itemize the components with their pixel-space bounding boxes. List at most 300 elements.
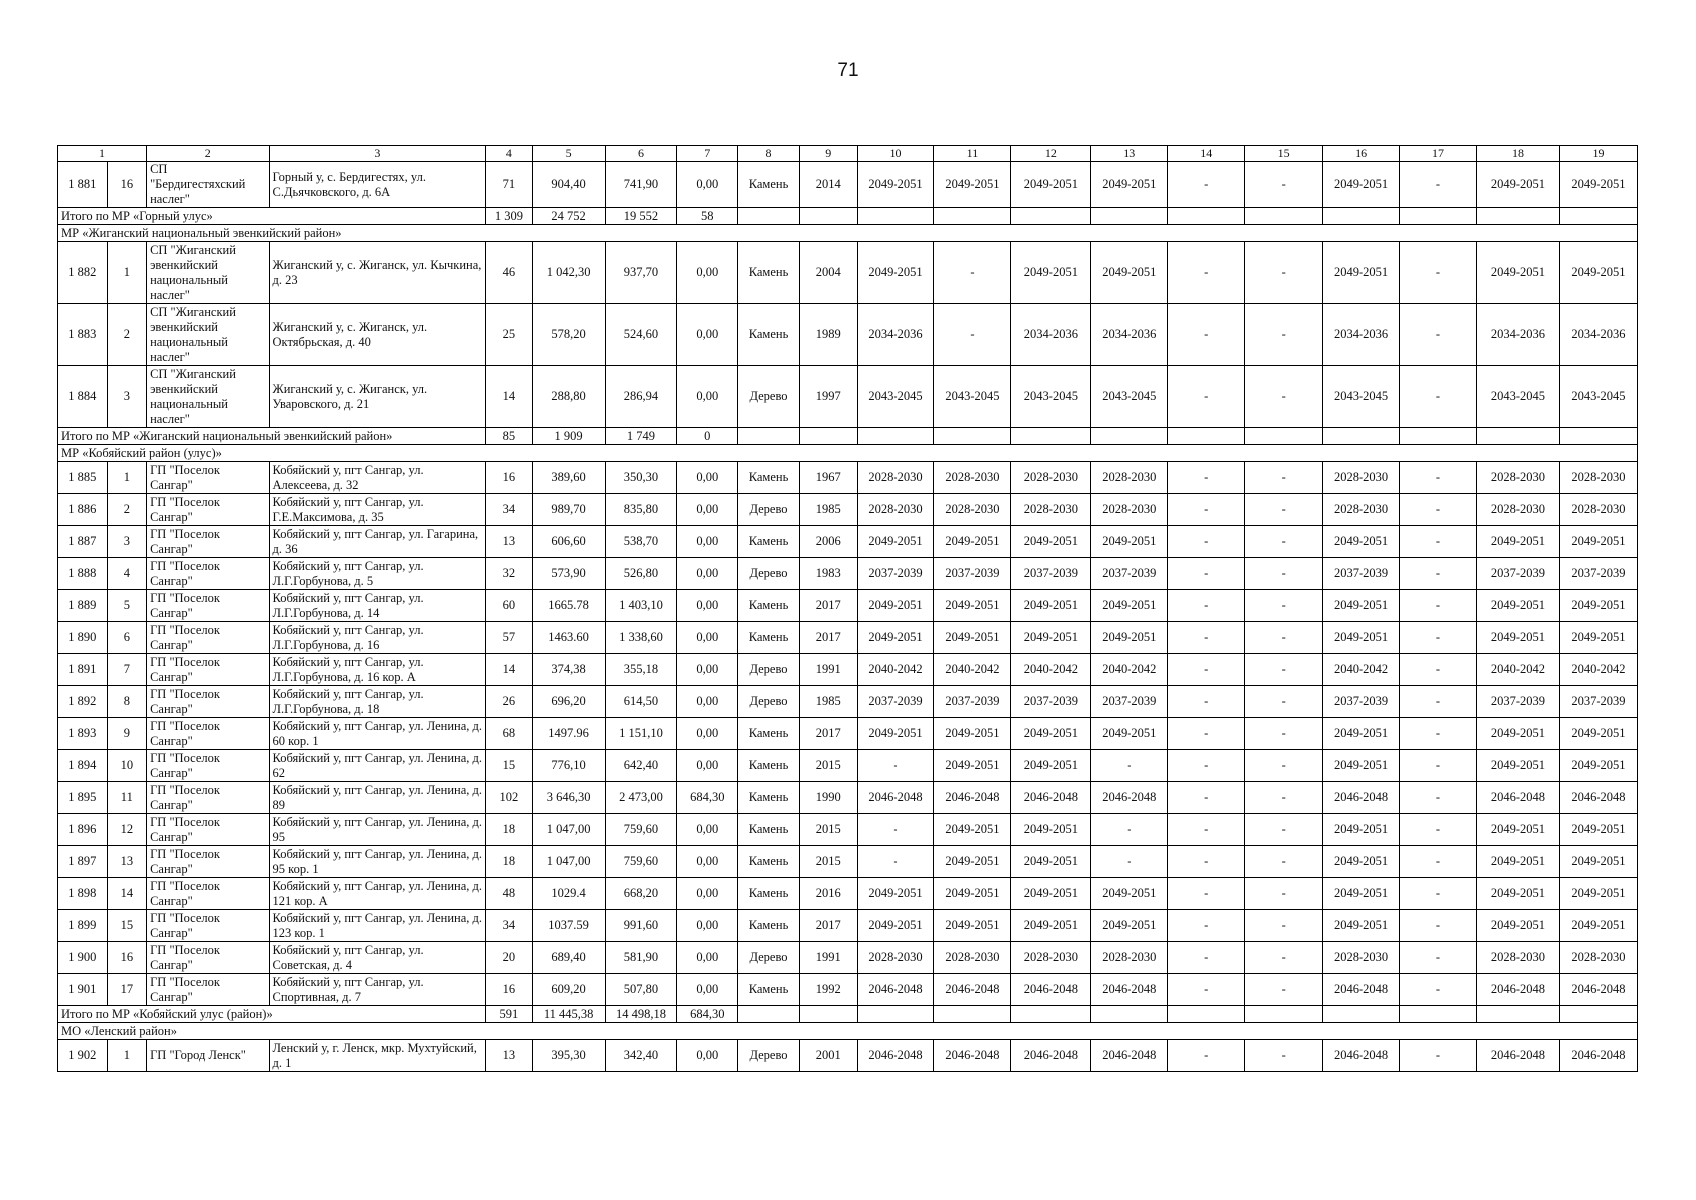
column-number: 4 [486,146,533,162]
table-row [58,366,1638,428]
table-cell: 2049-2051 [934,750,1011,782]
table-cell: 2028-2030 [934,942,1011,974]
empty-cell [1168,1006,1245,1023]
table-cell: 48 [486,878,533,910]
table-cell: 2046-2048 [934,974,1011,1006]
table-row [58,462,1638,494]
table-row [58,750,1638,782]
table-cell: - [1091,814,1168,846]
table-cell: 1 884 [58,366,108,428]
table-cell: 389,60 [532,462,605,494]
table-cell: 2028-2030 [1323,494,1400,526]
table-cell: 2046-2048 [934,1040,1011,1072]
empty-cell [1559,1006,1637,1023]
table-cell: 2015 [799,846,857,878]
table-cell: - [1245,366,1323,428]
table-cell: 2046-2048 [1323,782,1400,814]
table-cell: 2037-2039 [1091,558,1168,590]
table-cell: 2049-2051 [1476,590,1559,622]
table-cell: 2049-2051 [1559,846,1637,878]
table-cell: Дерево [738,686,800,718]
table-cell: 14 [486,654,533,686]
table-cell: Камень [738,462,800,494]
table-cell: 2049-2051 [1011,814,1091,846]
table-cell: 3 [107,526,146,558]
table-cell: 13 [107,846,146,878]
table-row [58,718,1638,750]
table-cell: 0,00 [677,1040,738,1072]
table-row [58,654,1638,686]
table-cell: 2049-2051 [1011,750,1091,782]
table-cell: 2028-2030 [1091,494,1168,526]
empty-cell [738,1006,800,1023]
empty-cell [1400,428,1477,445]
table-cell: 2049-2051 [857,590,934,622]
table-cell: - [1400,304,1477,366]
table-cell: 2049-2051 [1323,846,1400,878]
table-cell: 1 [107,242,146,304]
empty-cell [1323,208,1400,225]
table-cell: - [1245,782,1323,814]
empty-cell [799,428,857,445]
empty-cell [738,208,800,225]
column-number: 11 [934,146,1011,162]
table-cell: Кобяйский у, пгт Сангар, ул. Г.Е.Максимова, д. 35 [269,494,486,526]
table-cell: 538,70 [605,526,677,558]
empty-cell [1476,1006,1559,1023]
table-cell: - [1400,654,1477,686]
table-cell: Камень [738,162,800,208]
table-cell: 2049-2051 [1323,242,1400,304]
table-cell: 71 [486,162,533,208]
table-cell: - [1168,814,1245,846]
table-cell: 2028-2030 [1091,462,1168,494]
table-cell: 2049-2051 [934,526,1011,558]
table-cell: - [1245,1040,1323,1072]
table-row [58,782,1638,814]
table-cell: 1997 [799,366,857,428]
section-row [58,225,1638,242]
table-cell: 57 [486,622,533,654]
table-cell: 2015 [799,814,857,846]
table-cell: 1990 [799,782,857,814]
total-value: 58 [677,208,738,225]
table-cell: - [1400,590,1477,622]
table-cell: 526,80 [605,558,677,590]
table-cell: 0,00 [677,622,738,654]
table-cell: - [1400,462,1477,494]
table-cell: 2049-2051 [1476,814,1559,846]
table-cell: 1463.60 [532,622,605,654]
table-cell: ГП "Поселок Сангар" [147,942,269,974]
table-cell: - [1245,750,1323,782]
empty-cell [738,428,800,445]
table-cell: - [1245,910,1323,942]
table-cell: - [1168,878,1245,910]
table-cell: 614,50 [605,686,677,718]
table-cell: - [1168,750,1245,782]
table-cell: 2034-2036 [1559,304,1637,366]
table-cell: 2049-2051 [934,814,1011,846]
table-cell: 2037-2039 [1011,686,1091,718]
table-cell: 904,40 [532,162,605,208]
empty-cell [1011,208,1091,225]
table-cell: 2046-2048 [857,1040,934,1072]
total-value: 85 [486,428,533,445]
table-cell: 2049-2051 [1011,162,1091,208]
table-cell: 2037-2039 [934,686,1011,718]
table-cell: 2043-2045 [857,366,934,428]
table-cell: 32 [486,558,533,590]
table-cell: 5 [107,590,146,622]
empty-cell [1168,208,1245,225]
table-cell: - [1400,718,1477,750]
table-cell: 1 889 [58,590,108,622]
table-cell: 2049-2051 [857,718,934,750]
column-number-row [58,146,1638,162]
table-cell: 2043-2045 [1091,366,1168,428]
table-cell: 2049-2051 [934,590,1011,622]
table-cell: 2004 [799,242,857,304]
table-cell: 1967 [799,462,857,494]
table-cell: 2049-2051 [1323,590,1400,622]
empty-cell [857,208,934,225]
table-cell: 2049-2051 [1559,814,1637,846]
table-cell: 13 [486,1040,533,1072]
table-cell: 2049-2051 [1476,526,1559,558]
table-cell: - [857,814,934,846]
table-cell: 1 895 [58,782,108,814]
table-cell: 0,00 [677,526,738,558]
table-cell: Кобяйский у, пгт Сангар, ул. Алексеева, д. 32 [269,462,486,494]
table-cell: - [1091,750,1168,782]
table-cell: 1 882 [58,242,108,304]
table-cell: 2049-2051 [1476,718,1559,750]
empty-cell [857,1006,934,1023]
table-cell: ГП "Поселок Сангар" [147,974,269,1006]
table-cell: - [1245,162,1323,208]
table-cell: 14 [486,366,533,428]
total-label: Итого по МР «Горный улус» [58,208,486,225]
table-cell: Камень [738,304,800,366]
table-row [58,162,1638,208]
table-cell: 2049-2051 [1476,242,1559,304]
total-value: 1 749 [605,428,677,445]
table-cell: 1 047,00 [532,814,605,846]
table-cell: 2049-2051 [1011,622,1091,654]
table-cell: 16 [107,942,146,974]
table-cell: 2049-2051 [1559,622,1637,654]
table-row [58,1040,1638,1072]
table-cell: 2049-2051 [1091,622,1168,654]
table-cell: - [1168,846,1245,878]
table-cell: - [857,846,934,878]
table-cell: Камень [738,750,800,782]
table-row [58,942,1638,974]
table-cell: 2049-2051 [1011,878,1091,910]
table-cell: 0,00 [677,910,738,942]
table-cell: Ленский у, г. Ленск, мкр. Мухтуйский, д. 1 [269,1040,486,1072]
table-cell: 2046-2048 [1559,782,1637,814]
table-cell: Кобяйский у, пгт Сангар, ул. Ленина, д. 62 [269,750,486,782]
table-cell: 0,00 [677,686,738,718]
table-cell: Кобяйский у, пгт Сангар, ул. Л.Г.Горбунова, д. 16 [269,622,486,654]
table-cell: 2043-2045 [1323,366,1400,428]
empty-cell [934,1006,1011,1023]
table-cell: - [1168,942,1245,974]
table-cell: 2049-2051 [1559,590,1637,622]
empty-cell [1400,208,1477,225]
table-cell: - [1168,494,1245,526]
table-cell: ГП "Поселок Сангар" [147,750,269,782]
table-cell: Жиганский у, с. Жиганск, ул. Кычкина, д. 23 [269,242,486,304]
table-cell: - [1400,750,1477,782]
table-cell: 2049-2051 [934,846,1011,878]
table-cell: 759,60 [605,814,677,846]
table-cell: 1985 [799,494,857,526]
table-cell: 2028-2030 [1559,494,1637,526]
table-row [58,814,1638,846]
table-row [58,304,1638,366]
table-cell: 507,80 [605,974,677,1006]
table-cell: 2049-2051 [1091,718,1168,750]
empty-cell [799,1006,857,1023]
table-cell: - [1168,1040,1245,1072]
table-cell: - [934,242,1011,304]
table-cell: 2017 [799,910,857,942]
column-number: 10 [857,146,934,162]
table-cell: 2028-2030 [1559,942,1637,974]
table-cell: - [1168,366,1245,428]
table-cell: Кобяйский у, пгт Сангар, ул. Спортивная, д. 7 [269,974,486,1006]
table-cell: 2046-2048 [857,782,934,814]
table-cell: Кобяйский у, пгт Сангар, ул. Ленина, д. 89 [269,782,486,814]
table-cell: 2028-2030 [1091,942,1168,974]
total-label: Итого по МР «Жиганский национальный эвенкийский район» [58,428,486,445]
table-cell: - [1400,846,1477,878]
column-number: 6 [605,146,677,162]
table-cell: 2 473,00 [605,782,677,814]
table-cell: 3 [107,366,146,428]
column-number: 16 [1323,146,1400,162]
table-cell: 2049-2051 [1011,242,1091,304]
table-cell: - [1400,686,1477,718]
table-cell: 668,20 [605,878,677,910]
table-cell: 0,00 [677,814,738,846]
column-number: 14 [1168,146,1245,162]
table-cell: 0,00 [677,366,738,428]
table-cell: 2049-2051 [1559,526,1637,558]
table-cell: 18 [486,814,533,846]
table-cell: 20 [486,942,533,974]
table-cell: 2040-2042 [1476,654,1559,686]
table-cell: 0,00 [677,558,738,590]
empty-cell [1400,1006,1477,1023]
table-cell: 2049-2051 [857,878,934,910]
empty-cell [1245,208,1323,225]
table-cell: 2028-2030 [1011,942,1091,974]
column-number: 19 [1559,146,1637,162]
table-row [58,910,1638,942]
table-cell: Камень [738,526,800,558]
table-cell: 10 [107,750,146,782]
table-cell: 350,30 [605,462,677,494]
table-cell: 0,00 [677,242,738,304]
empty-cell [799,208,857,225]
table-cell: ГП "Город Ленск" [147,1040,269,1072]
table-cell: 46 [486,242,533,304]
table-cell: 0,00 [677,654,738,686]
table-cell: 696,20 [532,686,605,718]
table-cell: - [1400,814,1477,846]
column-number: 9 [799,146,857,162]
table-cell: - [1168,910,1245,942]
table-cell: - [857,750,934,782]
table-cell: 2017 [799,622,857,654]
table-row [58,590,1638,622]
table-cell: 0,00 [677,974,738,1006]
table-cell: 2049-2051 [857,910,934,942]
page-number: 71 [837,60,859,81]
table-cell: Кобяйский у, пгт Сангар, ул. Л.Г.Горбунова, д. 14 [269,590,486,622]
table-cell: 2049-2051 [1559,718,1637,750]
table-cell: Камень [738,242,800,304]
table-cell: 2049-2051 [1323,526,1400,558]
table-cell: 3 646,30 [532,782,605,814]
table-cell: 2046-2048 [1323,1040,1400,1072]
column-number: 1 [58,146,147,162]
table-cell: 2037-2039 [1559,686,1637,718]
table-cell: 34 [486,494,533,526]
table-cell: - [1245,654,1323,686]
table-cell: ГП "Поселок Сангар" [147,782,269,814]
table-cell: 1497.96 [532,718,605,750]
table-cell: - [1245,590,1323,622]
table-cell: 2049-2051 [934,878,1011,910]
table-cell: 1 042,30 [532,242,605,304]
table-cell: 2037-2039 [934,558,1011,590]
table-row [58,974,1638,1006]
table-cell: ГП "Поселок Сангар" [147,590,269,622]
table-cell: 991,60 [605,910,677,942]
table-cell: СП "Жиганский эвенкийский национальный наслег" [147,242,269,304]
empty-cell [1476,208,1559,225]
table-cell: 609,20 [532,974,605,1006]
table-cell: 7 [107,654,146,686]
table-cell: ГП "Поселок Сангар" [147,558,269,590]
table-cell: 2034-2036 [857,304,934,366]
table-cell: 2046-2048 [1323,974,1400,1006]
table-cell: 2046-2048 [1011,974,1091,1006]
table-cell: 2046-2048 [1011,1040,1091,1072]
table-cell: Дерево [738,654,800,686]
table-cell: СП "Жиганский эвенкийский национальный наслег" [147,304,269,366]
table-cell: 2046-2048 [1011,782,1091,814]
table-cell: 2049-2051 [857,162,934,208]
table-cell: 689,40 [532,942,605,974]
empty-cell [1323,1006,1400,1023]
total-value: 1 909 [532,428,605,445]
table-cell: - [1400,494,1477,526]
table-cell: - [1168,622,1245,654]
table-cell: - [1245,942,1323,974]
table-cell: 0,00 [677,590,738,622]
table-cell: 2001 [799,1040,857,1072]
table-row [58,686,1638,718]
table-cell: - [1168,462,1245,494]
table-cell: 288,80 [532,366,605,428]
table-cell: 1 885 [58,462,108,494]
table-cell: - [1245,686,1323,718]
table-cell: 1 047,00 [532,846,605,878]
total-row [58,1006,1638,1023]
table-cell: - [1400,878,1477,910]
table-cell: 2049-2051 [1323,750,1400,782]
table-cell: Кобяйский у, пгт Сангар, ул. Ленина, д. 123 кор. 1 [269,910,486,942]
table-cell: 2037-2039 [1011,558,1091,590]
table-cell: ГП "Поселок Сангар" [147,494,269,526]
table-cell: 2040-2042 [857,654,934,686]
table-cell: 2049-2051 [1091,878,1168,910]
table-cell: 2049-2051 [1091,910,1168,942]
table-cell: 2049-2051 [1091,590,1168,622]
column-number: 5 [532,146,605,162]
table-cell: 25 [486,304,533,366]
table-cell: 2028-2030 [1559,462,1637,494]
table-cell: 13 [486,526,533,558]
table-cell: 2049-2051 [1091,162,1168,208]
table-cell: 2037-2039 [857,686,934,718]
table-cell: 374,38 [532,654,605,686]
section-row [58,1023,1638,1040]
table-cell: 2046-2048 [1559,1040,1637,1072]
table-cell: 1 902 [58,1040,108,1072]
table-cell: 2049-2051 [1323,878,1400,910]
housing-register-table [57,145,1638,1072]
table-cell: Дерево [738,494,800,526]
table-cell: ГП "Поселок Сангар" [147,526,269,558]
empty-cell [1323,428,1400,445]
total-value: 0 [677,428,738,445]
table-cell: ГП "Поселок Сангар" [147,910,269,942]
table-cell: - [1168,162,1245,208]
table-cell: Кобяйский у, пгт Сангар, ул. Ленина, д. 95 [269,814,486,846]
empty-cell [857,428,934,445]
table-cell: 2034-2036 [1091,304,1168,366]
table-cell: - [1245,878,1323,910]
table-cell: 2043-2045 [1011,366,1091,428]
table-cell: 2049-2051 [1559,910,1637,942]
empty-cell [1091,208,1168,225]
table-cell: Камень [738,846,800,878]
table-cell: 1 886 [58,494,108,526]
table-cell: ГП "Поселок Сангар" [147,686,269,718]
table-cell: 0,00 [677,304,738,366]
empty-cell [1559,428,1637,445]
table-cell: 2040-2042 [934,654,1011,686]
table-cell: 2049-2051 [1323,814,1400,846]
table-cell: 0,00 [677,878,738,910]
table-cell: 2046-2048 [1091,1040,1168,1072]
table-cell: 2028-2030 [934,462,1011,494]
table-cell: - [1400,782,1477,814]
table-cell: 2046-2048 [1476,974,1559,1006]
table-cell: 0,00 [677,750,738,782]
table-cell: 1 890 [58,622,108,654]
table-cell: - [1400,162,1477,208]
table-cell: 26 [486,686,533,718]
empty-cell [934,428,1011,445]
